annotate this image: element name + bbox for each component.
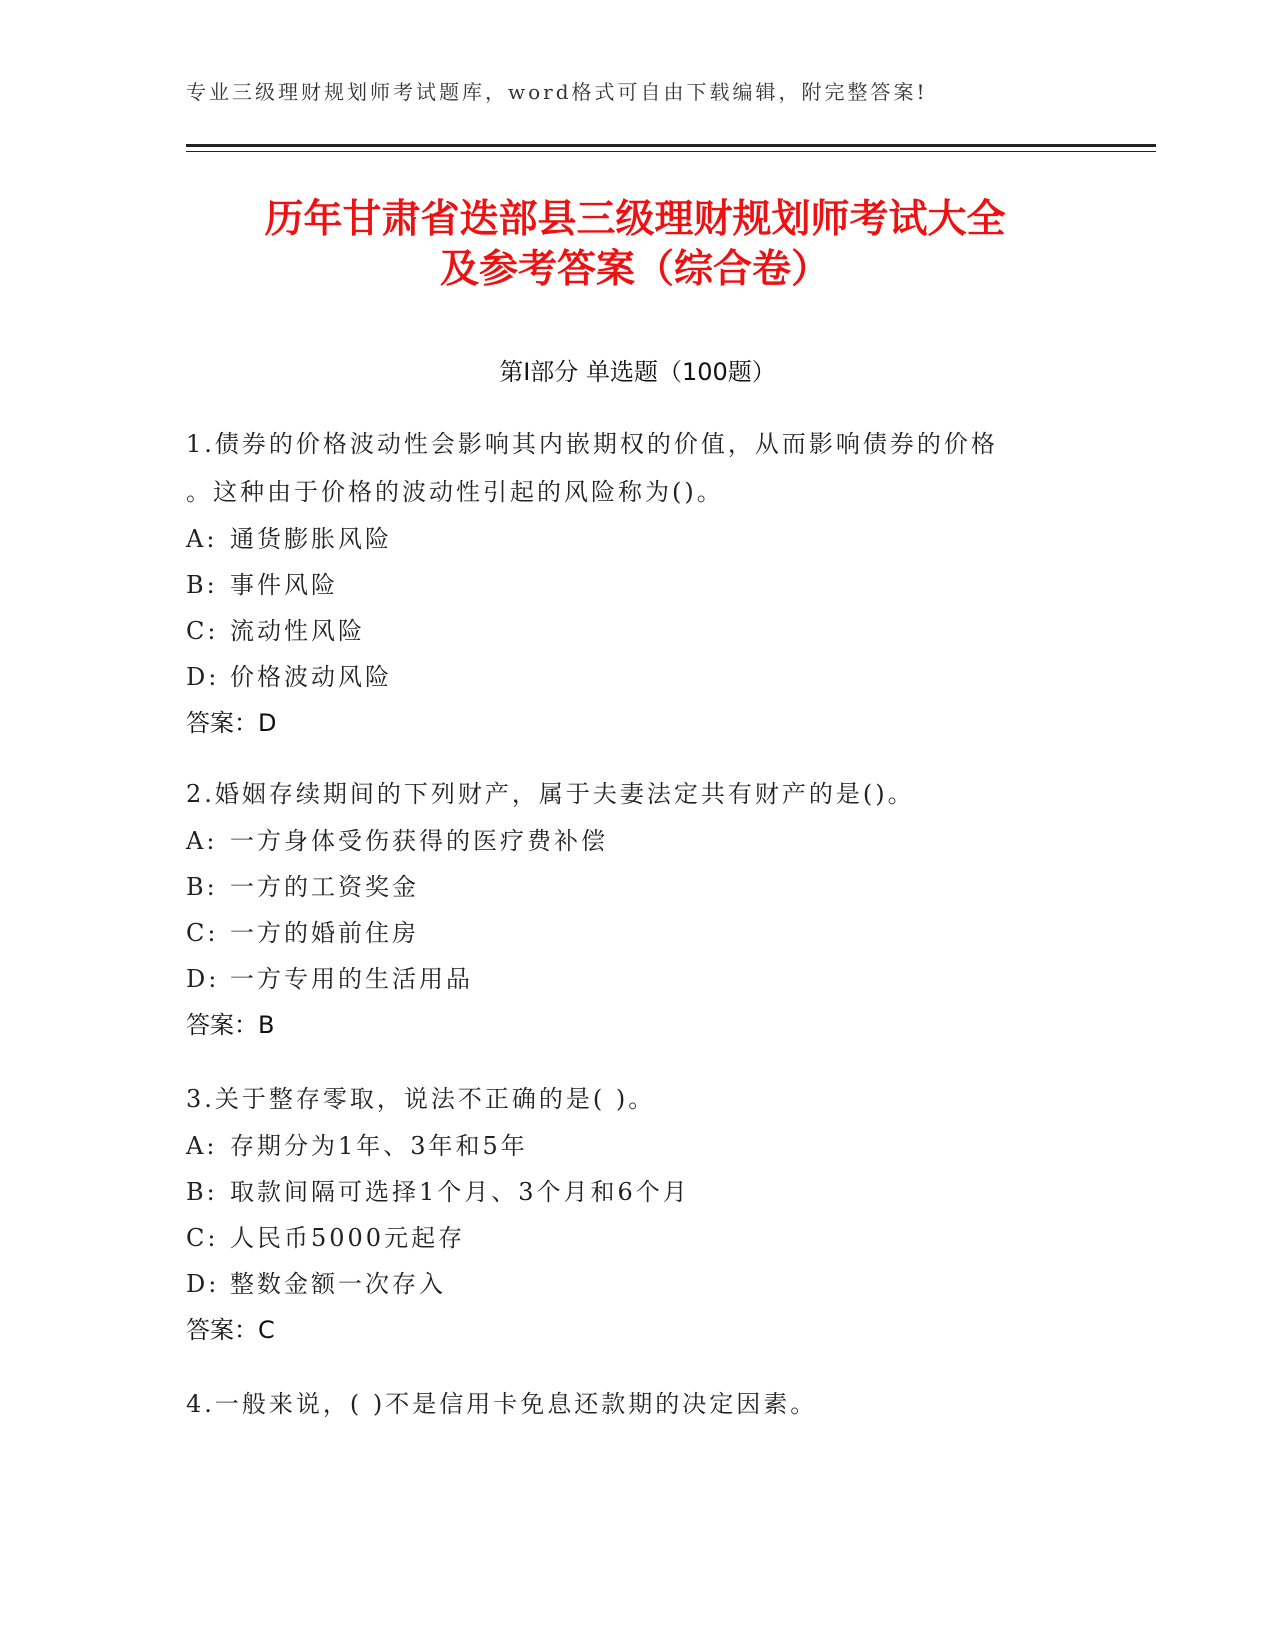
- option-text: 一方身体受伤获得的医疗费补偿: [230, 827, 608, 855]
- option-b: [186, 864, 1106, 910]
- option-b: [186, 562, 1106, 608]
- answer-label: 答案：: [186, 1011, 258, 1039]
- option-letter: C:: [186, 1224, 219, 1252]
- answer-line: [186, 1307, 1106, 1353]
- document-title: [180, 195, 1090, 295]
- option-text: 人民币5000元起存: [230, 1224, 466, 1252]
- option-a: [186, 516, 1106, 562]
- option-letter: A:: [186, 1132, 218, 1160]
- answer-value: B: [258, 1011, 275, 1039]
- document-title-line-1: 历年甘肃省迭部县三级理财规划师考试大全: [264, 197, 1006, 242]
- question-stem: 3.关于整存零取，说法不正确的是( )。: [186, 1085, 656, 1113]
- option-text: 事件风险: [230, 571, 338, 599]
- option-letter: D:: [186, 663, 220, 691]
- answer-line: [186, 1002, 1106, 1048]
- option-letter: C:: [186, 919, 219, 947]
- option-letter: A:: [186, 525, 218, 553]
- option-b: [186, 1169, 1106, 1215]
- option-text: 通货膨胀风险: [230, 525, 392, 553]
- question-stem: 4.一般来说，( )不是信用卡免息还款期的决定因素。: [186, 1390, 818, 1418]
- page-header: 专业三级理财规划师考试题库，word格式可自由下载编辑，附完整答案!: [186, 80, 928, 104]
- option-text: 整数金额一次存入: [230, 1270, 446, 1298]
- option-letter: C:: [186, 617, 219, 645]
- question-stem: 1.债券的价格波动性会影响其内嵌期权的价值，从而影响债券的价格: [186, 430, 998, 458]
- option-c: [186, 608, 1106, 654]
- answer-value: C: [258, 1316, 275, 1344]
- question-1: [186, 420, 1106, 746]
- option-letter: D:: [186, 1270, 220, 1298]
- option-letter: B:: [186, 571, 218, 599]
- option-d: [186, 956, 1106, 1002]
- option-text: 存期分为1年、3年和5年: [230, 1132, 528, 1160]
- option-c: [186, 1215, 1106, 1261]
- header-rule-thick: [186, 144, 1156, 147]
- question-4: [186, 1380, 1106, 1428]
- option-letter: A:: [186, 827, 218, 855]
- option-a: [186, 1123, 1106, 1169]
- option-a: [186, 818, 1106, 864]
- header-rule-thin: [186, 151, 1156, 152]
- question-2: [186, 770, 1106, 1048]
- answer-label: 答案：: [186, 1316, 258, 1344]
- question-stem-continued: 。这种由于价格的波动性引起的风险称为()。: [186, 478, 724, 506]
- option-text: 流动性风险: [230, 617, 365, 645]
- question-stem: 2.婚姻存续期间的下列财产，属于夫妻法定共有财产的是()。: [186, 780, 915, 808]
- option-text: 一方的工资奖金: [230, 873, 419, 901]
- option-letter: D:: [186, 965, 220, 993]
- option-text: 取款间隔可选择1个月、3个月和6个月: [230, 1178, 690, 1206]
- answer-label: 答案：: [186, 709, 258, 737]
- answer-value: D: [258, 709, 277, 737]
- option-text: 一方专用的生活用品: [230, 965, 473, 993]
- option-d: [186, 654, 1106, 700]
- answer-line: [186, 700, 1106, 746]
- section-title: 第Ⅰ部分 单选题（100题）: [499, 358, 776, 386]
- option-text: 一方的婚前住房: [230, 919, 419, 947]
- document-title-line-2: 及参考答案（综合卷）: [439, 247, 830, 292]
- option-c: [186, 910, 1106, 956]
- question-3: [186, 1075, 1106, 1353]
- option-letter: B:: [186, 873, 218, 901]
- option-text: 价格波动风险: [230, 663, 392, 691]
- option-d: [186, 1261, 1106, 1307]
- option-letter: B:: [186, 1178, 218, 1206]
